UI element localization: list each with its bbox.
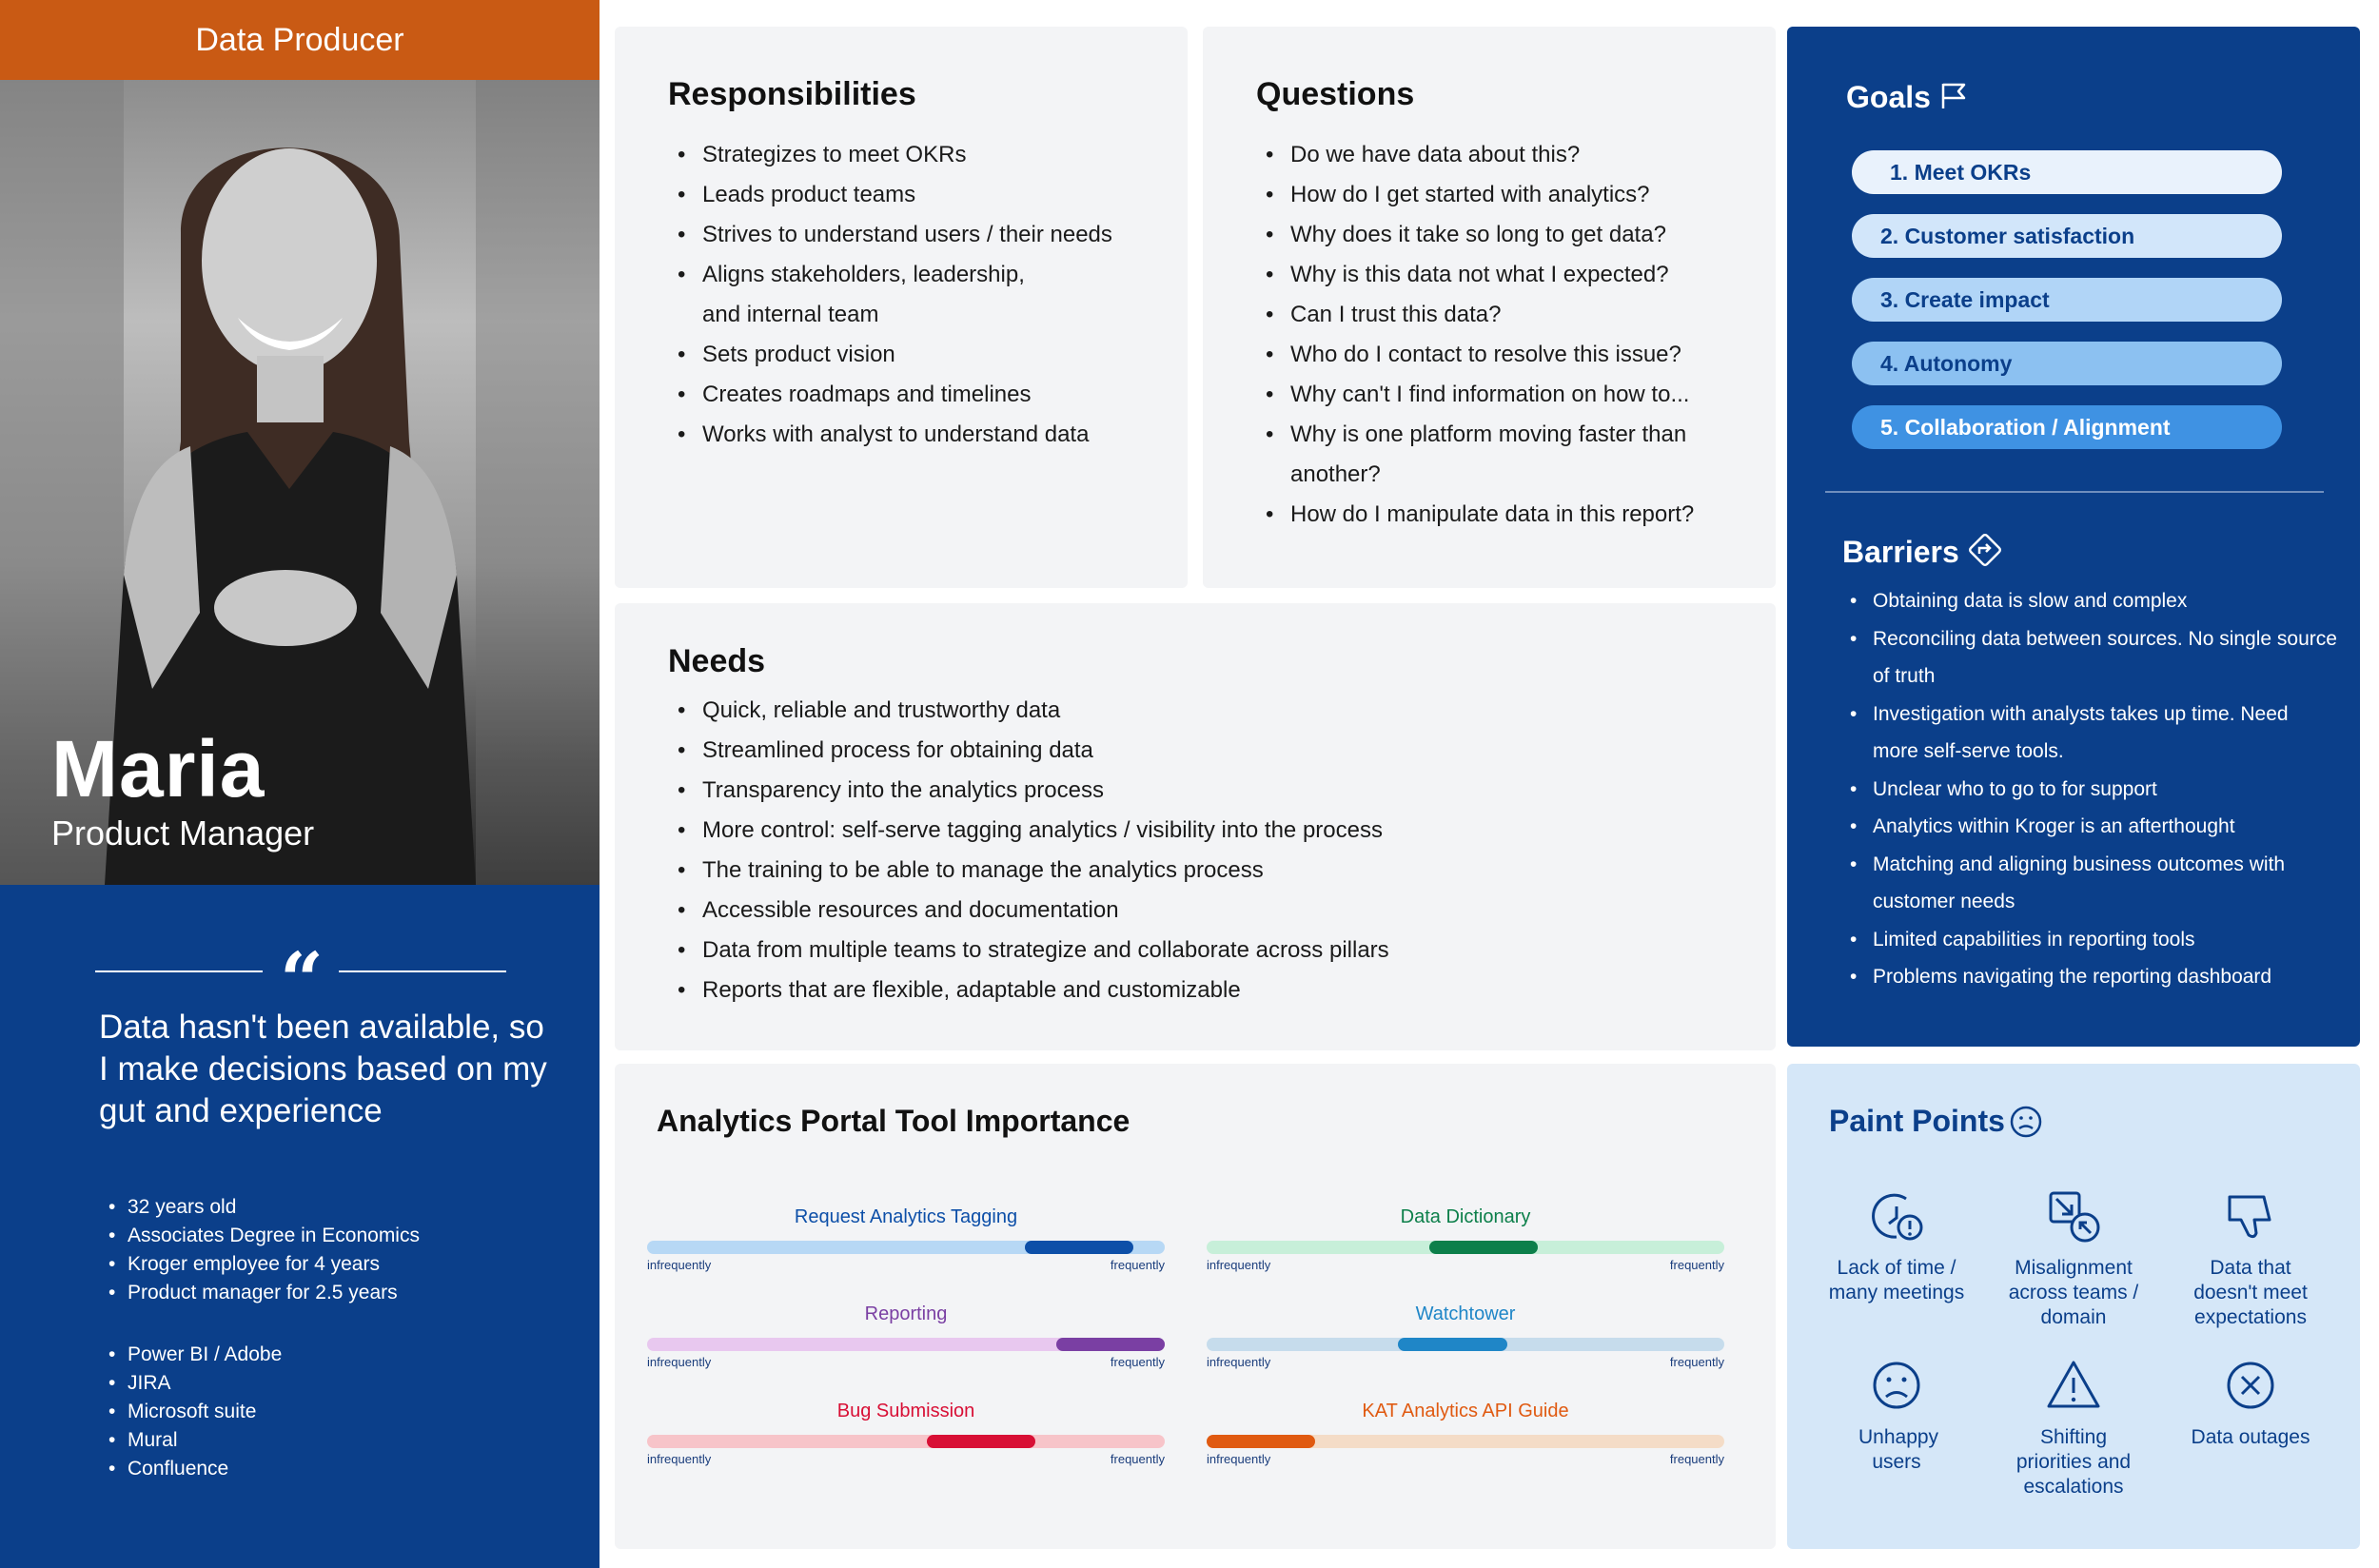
tool-item: • Power BI / Adobe xyxy=(108,1341,282,1369)
tool-meter-label: Watchtower xyxy=(1415,1303,1516,1324)
list-item: • Limited capabilities in reporting tools xyxy=(1842,921,2337,959)
persona-bio-list xyxy=(108,1193,420,1307)
pain-point xyxy=(1988,1187,2159,1330)
tool-meter-scale xyxy=(647,1258,1165,1272)
list-item: • Why is this data not what I expected? xyxy=(1256,255,1770,295)
scale-low-label: infrequently xyxy=(1207,1452,1271,1466)
persona-name: Maria xyxy=(51,724,265,813)
goal-pill: 4. Autonomy xyxy=(1852,342,2282,385)
tool-meter-track xyxy=(647,1435,1165,1448)
persona-tools-list xyxy=(108,1341,282,1483)
scale-high-label: frequently xyxy=(1669,1258,1724,1272)
list-item: • Strategizes to meet OKRs xyxy=(668,135,1182,175)
tool-meter-fill xyxy=(1398,1338,1506,1351)
bio-item: • 32 years old xyxy=(108,1193,420,1222)
scale-high-label: frequently xyxy=(1110,1258,1165,1272)
list-item: • How do I get started with analytics? xyxy=(1256,175,1770,215)
responsibilities-title: Responsibilities xyxy=(668,76,916,112)
bio-item: • Associates Degree in Economics xyxy=(108,1222,420,1250)
list-item: • How do I manipulate data in this report? xyxy=(1256,495,1770,535)
scale-high-label: frequently xyxy=(1110,1355,1165,1369)
tool-meter-track xyxy=(1207,1435,1724,1448)
list-item: • Reconciling data between sources. No single source of truth xyxy=(1842,620,2337,696)
list-item: • Data from multiple teams to strategize and collaborate across pillars xyxy=(668,931,1753,970)
thumbs-down-icon xyxy=(2222,1187,2279,1245)
sad-face-icon xyxy=(2008,1104,2044,1140)
list-item: • Why does it take so long to get data? xyxy=(1256,215,1770,255)
arrows-misaligned-icon xyxy=(2045,1187,2102,1245)
tool-meter-label: Reporting xyxy=(864,1303,948,1324)
tool-meter-fill xyxy=(1207,1435,1315,1448)
list-item: • Creates roadmaps and timelines xyxy=(668,375,1182,415)
scale-high-label: frequently xyxy=(1669,1355,1724,1369)
needs-card xyxy=(615,603,1776,1050)
tool-meter-scale xyxy=(647,1452,1165,1466)
tool-meter-scale xyxy=(1207,1355,1724,1369)
pain-point xyxy=(1811,1357,1982,1475)
goals-title: Goals xyxy=(1846,80,1931,114)
tool-meter xyxy=(647,1303,1165,1369)
scale-low-label: infrequently xyxy=(647,1452,712,1466)
list-item: • Quick, reliable and trustworthy data xyxy=(668,691,1753,731)
list-item: • Unclear who to go to for support xyxy=(1842,771,2337,809)
pain-point xyxy=(2165,1187,2336,1330)
tool-meter-scale xyxy=(647,1355,1165,1369)
goal-pill: 5. Collaboration / Alignment xyxy=(1852,405,2282,449)
tool-meter-label: Data Dictionary xyxy=(1400,1206,1531,1227)
barriers-title: Barriers xyxy=(1842,535,1959,569)
list-item: • Reports that are flexible, adaptable and customizable xyxy=(668,970,1753,1010)
list-item: • The training to be able to manage the analytics process xyxy=(668,851,1753,891)
questions-card xyxy=(1203,27,1776,588)
list-item: • Analytics within Kroger is an afterthought xyxy=(1842,808,2337,846)
tool-meter-fill xyxy=(927,1435,1035,1448)
pain-point xyxy=(1988,1357,2159,1499)
bio-item: • Product manager for 2.5 years xyxy=(108,1279,420,1307)
list-item: • Matching and aligning business outcomes with customer needs xyxy=(1842,846,2337,921)
direction-sign-icon xyxy=(1966,531,2004,569)
goals-barriers-card xyxy=(1787,27,2360,1047)
list-item: • Sets product vision xyxy=(668,335,1182,375)
tool-meter xyxy=(647,1401,1165,1466)
tool-meter-scale xyxy=(1207,1452,1724,1466)
responsibilities-list xyxy=(668,135,1182,455)
persona-job-title: Product Manager xyxy=(51,813,315,853)
tool-meter xyxy=(1207,1206,1724,1272)
bio-item: • Kroger employee for 4 years xyxy=(108,1250,420,1279)
goal-pill: 1. Meet OKRs xyxy=(1852,150,2282,194)
pain-point xyxy=(1811,1187,1982,1305)
x-circle-icon xyxy=(2222,1357,2279,1414)
barriers-list xyxy=(1842,582,2337,996)
tool-meter-label: KAT Analytics API Guide xyxy=(1362,1401,1569,1421)
tool-meter-fill xyxy=(1025,1241,1133,1254)
pain-points-title: Paint Points xyxy=(1829,1104,2005,1138)
list-item: • Accessible resources and documentation xyxy=(668,891,1753,931)
list-item: • Can I trust this data? xyxy=(1256,295,1770,335)
list-item: • Who do I contact to resolve this issue? xyxy=(1256,335,1770,375)
tool-meter-track xyxy=(1207,1241,1724,1254)
sad-face-icon xyxy=(1868,1357,1925,1414)
tool-meter-track xyxy=(1207,1338,1724,1351)
needs-list xyxy=(668,691,1753,1010)
list-item: • Obtaining data is slow and complex xyxy=(1842,582,2337,620)
list-item: • Problems navigating the reporting dashboard xyxy=(1842,958,2337,996)
persona-quote: Data hasn't been available, so I make decisions based on my gut and experience xyxy=(99,1009,547,1129)
tool-meter xyxy=(647,1206,1165,1272)
tool-importance-card xyxy=(615,1064,1776,1549)
questions-list xyxy=(1256,135,1770,535)
list-item: • More control: self-serve tagging analytics / visibility into the process xyxy=(668,811,1753,851)
pain-point-label: Unhappy users xyxy=(1858,1426,1939,1473)
scale-low-label: infrequently xyxy=(647,1355,712,1369)
tool-meter xyxy=(1207,1401,1724,1466)
tool-meter-fill xyxy=(1429,1241,1538,1254)
tool-meter-scale xyxy=(1207,1258,1724,1272)
tool-item: • Mural xyxy=(108,1426,282,1455)
list-item: • Why can't I find information on how to... xyxy=(1256,375,1770,415)
tool-meter-fill xyxy=(1056,1338,1165,1351)
needs-title: Needs xyxy=(668,643,766,679)
questions-title: Questions xyxy=(1256,76,1415,112)
tool-meter-label: Request Analytics Tagging xyxy=(794,1206,1018,1227)
pain-point-label: Misalignment across teams / domain xyxy=(2008,1257,2139,1328)
scale-high-label: frequently xyxy=(1669,1452,1724,1466)
scale-low-label: infrequently xyxy=(1207,1355,1271,1369)
quote-rule-left xyxy=(95,970,263,972)
clock-alert-icon xyxy=(1868,1187,1925,1245)
list-item: • Strives to understand users / their needs xyxy=(668,215,1182,255)
list-item: • Do we have data about this? xyxy=(1256,135,1770,175)
tool-meter xyxy=(1207,1303,1724,1369)
tool-meter-label: Bug Submission xyxy=(836,1401,975,1421)
scale-low-label: infrequently xyxy=(647,1258,712,1272)
tool-item: • Microsoft suite xyxy=(108,1398,282,1426)
goal-pill: 3. Create impact xyxy=(1852,278,2282,322)
pain-points-card xyxy=(1787,1064,2360,1549)
quote-rule-right xyxy=(339,970,506,972)
tool-meter-track xyxy=(647,1338,1165,1351)
scale-high-label: frequently xyxy=(1110,1452,1165,1466)
list-item: • Why is one platform moving faster than another? xyxy=(1256,415,1770,495)
pain-point-label: Shifting priorities and escalations xyxy=(2015,1426,2132,1498)
role-header: Data Producer xyxy=(0,0,600,80)
list-item: • Aligns stakeholders, leadership, and internal team xyxy=(668,255,1182,335)
warning-triangle-icon xyxy=(2045,1357,2102,1414)
list-item: • Works with analyst to understand data xyxy=(668,415,1182,455)
tool-item: • Confluence xyxy=(108,1455,282,1483)
pain-point-label: Lack of time / many meetings xyxy=(1828,1257,1965,1303)
pain-point-label: Data outages xyxy=(2191,1426,2310,1448)
list-item: • Leads product teams xyxy=(668,175,1182,215)
quote-mark-icon: “ xyxy=(279,935,324,1025)
list-item: • Investigation with analysts takes up time. Need more self-serve tools. xyxy=(1842,696,2337,771)
pain-point-label: Data that doesn't meet expectations xyxy=(2193,1257,2308,1328)
scale-low-label: infrequently xyxy=(1207,1258,1271,1272)
tool-importance-title: Analytics Portal Tool Importance xyxy=(657,1104,1131,1138)
goals-divider xyxy=(1825,491,2324,493)
tool-meter-track xyxy=(647,1241,1165,1254)
goal-pill: 2. Customer satisfaction xyxy=(1852,214,2282,258)
list-item: • Streamlined process for obtaining data xyxy=(668,731,1753,771)
responsibilities-card xyxy=(615,27,1188,588)
list-item: • Transparency into the analytics process xyxy=(668,771,1753,811)
flag-icon xyxy=(1937,80,1970,112)
tool-item: • JIRA xyxy=(108,1369,282,1398)
pain-point xyxy=(2165,1357,2336,1450)
